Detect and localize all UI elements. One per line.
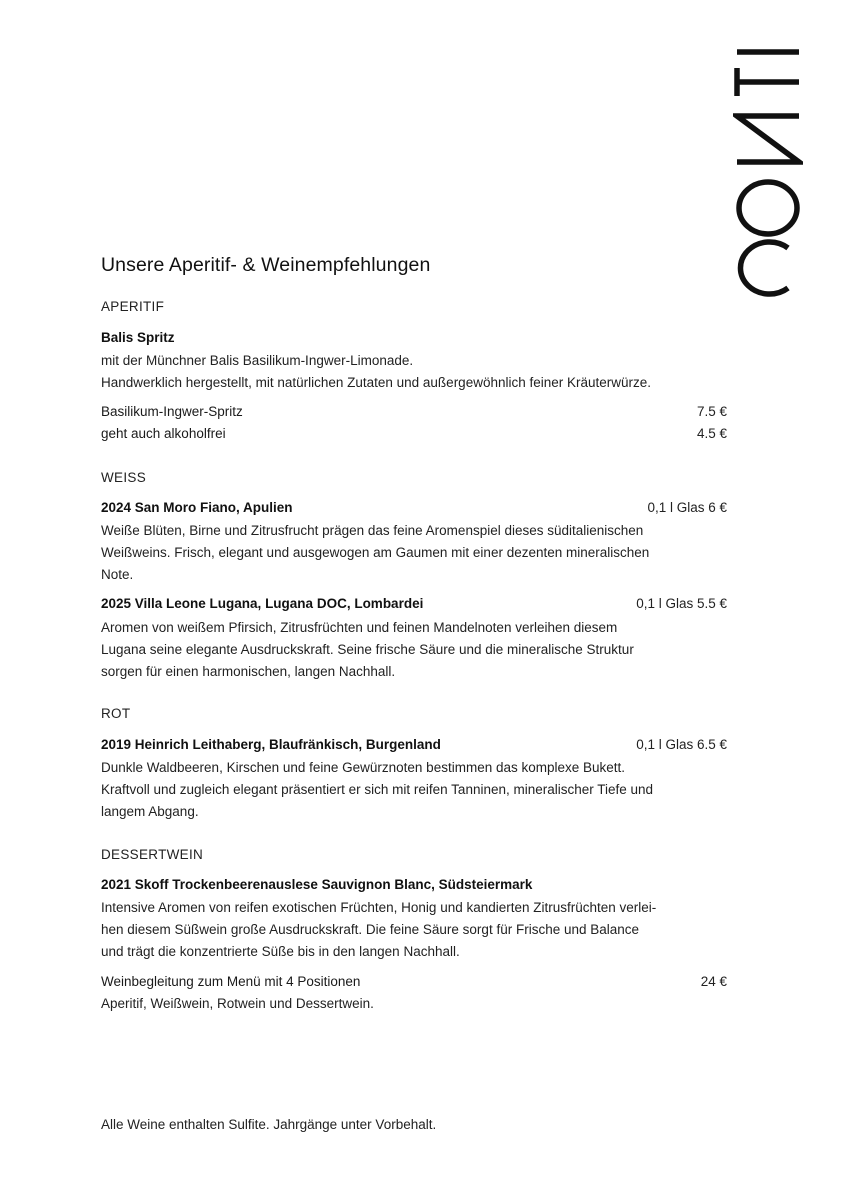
description-line: hen diesem Süßwein große Ausdruckskraft. Die feine Säure sorgt für Frische und Balance xyxy=(101,922,640,937)
wine-name: 2024 San Moro Fiano, Apulien xyxy=(101,500,293,515)
wine-header xyxy=(101,737,727,752)
page-title: Unsere Aperitif- & Weinempfehlungen xyxy=(101,254,431,276)
description-line: langem Abgang. xyxy=(101,804,199,819)
description-line: sorgen für einen harmonischen, langen Nachhall. xyxy=(101,664,396,679)
description-line: Kraftvoll und zugleich elegant präsentiert er sich mit reifen Tanninen, mineralischer Tiefe und xyxy=(101,782,654,797)
item-description xyxy=(101,350,727,394)
section-heading-dessertwein: DESSERTWEIN xyxy=(101,847,204,862)
brand-logo xyxy=(733,40,803,302)
description-line: mit der Münchner Balis Basilikum-Ingwer-Limonade. xyxy=(101,353,414,368)
wine-description xyxy=(101,897,727,963)
description-line: Intensive Aromen von reifen exotischen Früchten, Honig und kandierten Zitrusfrüchten verlei- xyxy=(101,900,657,915)
wine-description xyxy=(101,757,727,823)
section-heading-weiss: WEISS xyxy=(101,470,147,485)
description-line: Dunkle Waldbeeren, Kirschen und feine Gewürznoten bestimmen das komplexe Bukett. xyxy=(101,760,626,775)
wine-price: 0,1 l Glas 6 € xyxy=(647,500,727,515)
wine-description xyxy=(101,520,727,586)
price-row xyxy=(101,426,727,441)
wine-header xyxy=(101,877,727,892)
wine-name: 2025 Villa Leone Lugana, Lugana DOC, Lombardei xyxy=(101,596,424,611)
description-line: Aromen von weißem Pfirsich, Zitrusfrüchten und feinen Mandelnoten verleihen diesem xyxy=(101,620,618,635)
pairing-price: 24 € xyxy=(700,974,727,989)
section-heading-rot: ROT xyxy=(101,706,131,721)
brand-logo-mark xyxy=(733,40,803,302)
wine-name: 2019 Heinrich Leithaberg, Blaufränkisch, Burgenland xyxy=(101,737,441,752)
option-price: 7.5 € xyxy=(696,404,727,419)
description-line: Weiße Blüten, Birne und Zitrusfrucht prägen das feine Aromenspiel dieses süditalienischen xyxy=(101,523,644,538)
wine-description xyxy=(101,617,727,683)
aperitif-item xyxy=(101,330,727,345)
description-line: Lugana seine elegante Ausdruckskraft. Seine frische Säure und die mineralische Struktur xyxy=(101,642,634,657)
pairing-label: Weinbegleitung zum Menü mit 4 Positionen xyxy=(101,974,361,989)
description-line: Weißweins. Frisch, elegant und ausgewogen am Gaumen mit einer dezenten mineralischen xyxy=(101,545,650,560)
option-label: Basilikum-Ingwer-Spritz xyxy=(101,404,243,419)
wine-name: 2021 Skoff Trockenbeerenauslese Sauvignon Blanc, Südsteiermark xyxy=(101,877,533,892)
price-row xyxy=(101,404,727,419)
section-heading-aperitif: APERITIF xyxy=(101,299,165,314)
wine-header xyxy=(101,500,727,515)
wine-pairing xyxy=(101,974,727,989)
description-line: Handwerklich hergestellt, mit natürlichen Zutaten und außergewöhnlich feiner Kräuterwürze. xyxy=(101,375,652,390)
wine-header xyxy=(101,596,727,611)
pairing-description: Aperitif, Weißwein, Rotwein und Dessertwein. xyxy=(101,996,374,1011)
option-price: 4.5 € xyxy=(696,426,727,441)
wine-price: 0,1 l Glas 6.5 € xyxy=(636,737,727,752)
footer-note: Alle Weine enthalten Sulfite. Jahrgänge unter Vorbehalt. xyxy=(101,1117,437,1132)
wine-price: 0,1 l Glas 5.5 € xyxy=(636,596,727,611)
description-line: und trägt die konzentrierte Süße bis in den langen Nachhall. xyxy=(101,944,460,959)
description-line: Note. xyxy=(101,567,134,582)
option-label: geht auch alkoholfrei xyxy=(101,426,226,441)
item-name: Balis Spritz xyxy=(101,330,175,345)
brand-name xyxy=(733,302,734,303)
